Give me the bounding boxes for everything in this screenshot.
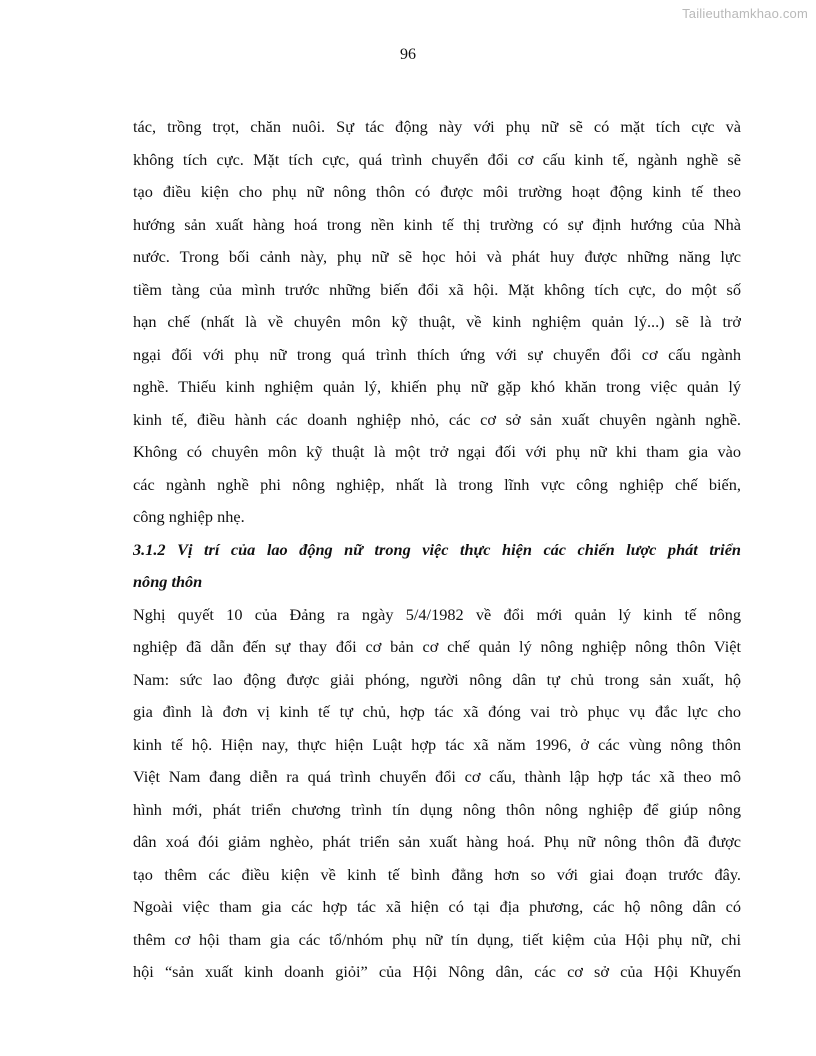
text-line: hạn chế (nhất là về chuyên môn kỹ thuật, về kinh nghiệm quản lý...) sẽ là trở bbox=[133, 312, 741, 331]
text-line: các ngành nghề phi nông nghiệp, nhất là trong lĩnh vực công nghiệp chế biến, bbox=[133, 474, 741, 494]
text-line: tạo thêm các điều kiện về kinh tế bình đẳng hơn so với giai đoạn trước đây. bbox=[133, 864, 741, 884]
document-body bbox=[133, 111, 741, 989]
heading-line: nông thôn bbox=[133, 572, 203, 591]
text-line: dân xoá đói giảm nghèo, phát triển sản xuất hàng hoá. Phụ nữ nông thôn đã được bbox=[133, 832, 741, 851]
text-line: Không có chuyên môn kỹ thuật là một trở ngại đối với phụ nữ khi tham gia vào bbox=[133, 442, 741, 461]
text-line: nghề. Thiếu kinh nghiệm quản lý, khiến phụ nữ gặp khó khăn trong việc quản lý bbox=[133, 377, 741, 396]
text-line: kinh tế hộ. Hiện nay, thực hiện Luật hợp tác xã năm 1996, ở các vùng nông thôn bbox=[133, 734, 741, 754]
text-line: Nam: sức lao động được giải phóng, người nông dân tự chủ trong sản xuất, hộ bbox=[133, 669, 741, 689]
watermark: Tailieuthamkhao.com bbox=[682, 6, 808, 21]
paragraph-2 bbox=[133, 599, 741, 989]
text-line: gia đình là đơn vị kinh tế tự chủ, hợp tác xã đóng vai trò phục vụ đắc lực cho bbox=[133, 702, 741, 721]
text-line: công nghiệp nhẹ. bbox=[133, 507, 245, 526]
text-line: nước. Trong bối cảnh này, phụ nữ sẽ học hỏi và phát huy được những năng lực bbox=[133, 247, 741, 266]
text-line: kinh tế, điều hành các doanh nghiệp nhỏ, các cơ sở sản xuất chuyên ngành nghề. bbox=[133, 409, 741, 429]
text-line: Ngoài việc tham gia các hợp tác xã hiện có tại địa phương, các hộ nông dân có bbox=[133, 897, 741, 916]
text-line: Nghị quyết 10 của Đảng ra ngày 5/4/1982 về đổi mới quản lý kinh tế nông bbox=[133, 604, 741, 624]
text-line: Việt Nam đang diễn ra quá trình chuyển đổi cơ cấu, thành lập hợp tác xã theo mô bbox=[133, 767, 741, 786]
heading-line: 3.1.2 Vị trí của lao động nữ trong việc thực hiện các chiến lược phát triển bbox=[133, 539, 741, 559]
text-line: tác, trồng trọt, chăn nuôi. Sự tác động này với phụ nữ sẽ có mặt tích cực và bbox=[133, 117, 741, 136]
text-line: thêm cơ hội tham gia các tổ/nhóm phụ nữ tín dụng, tiết kiệm của Hội phụ nữ, chi bbox=[133, 929, 741, 949]
text-line: tạo điều kiện cho phụ nữ nông thôn có được môi trường hoạt động kinh tế theo bbox=[133, 182, 741, 201]
text-line: hội “sản xuất kinh doanh giỏi” của Hội Nông dân, các cơ sở của Hội Khuyến bbox=[133, 962, 741, 981]
text-line: hình mới, phát triển chương trình tín dụng nông thôn nông nghiệp để giúp nông bbox=[133, 799, 741, 819]
paragraph-1 bbox=[133, 111, 741, 534]
text-line: nghiệp đã dẫn đến sự thay đổi cơ bản cơ chế quản lý nông nghiệp nông thôn Việt bbox=[133, 637, 741, 656]
page-number: 96 bbox=[400, 46, 416, 63]
text-line: tiềm tàng của mình trước những biến đổi xã hội. Mặt không tích cực, do một số bbox=[133, 279, 741, 299]
text-line: hướng sản xuất hàng hoá trong nền kinh tế thị trường có sự định hướng của Nhà bbox=[133, 214, 741, 234]
text-line: ngại đối với phụ nữ trong quá trình thích ứng với sự chuyển đổi cơ cấu ngành bbox=[133, 344, 741, 364]
section-heading bbox=[133, 534, 741, 599]
text-line: không tích cực. Mặt tích cực, quá trình chuyển đổi cơ cấu kinh tế, ngành nghề sẽ bbox=[133, 149, 741, 169]
